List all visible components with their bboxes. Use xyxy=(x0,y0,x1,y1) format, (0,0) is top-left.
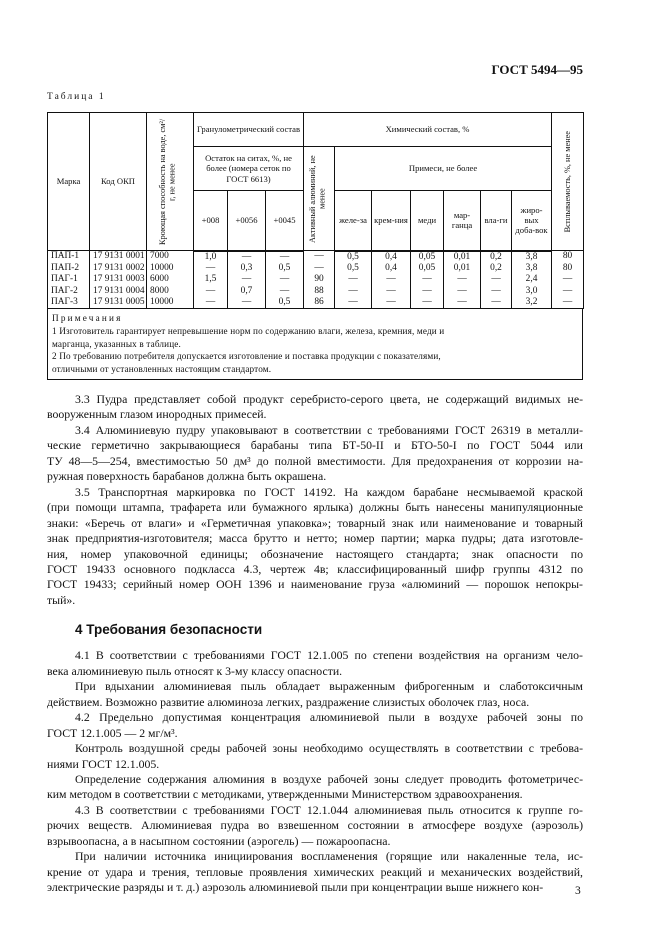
table-cell: 0,2 xyxy=(481,251,512,263)
table-cell: — xyxy=(444,274,481,285)
table-cell: 0,2 xyxy=(481,263,512,274)
table-cell: ПАП-2 xyxy=(48,263,90,274)
table-cell: — xyxy=(228,251,266,263)
text-line: 4.1 В соответствии с требованиями ГОСТ 12.1.005 по степени воздействия на организм чело- xyxy=(75,648,583,663)
paragraph xyxy=(47,392,583,423)
table-cell: — xyxy=(194,263,228,274)
table-cell: 0,01 xyxy=(444,251,481,263)
header-impurity: меди xyxy=(411,191,444,251)
text-line: ТУ 48—5—254, вместимостью 50 дм³ до полной вместимости. Для предохранения от коррозии на- xyxy=(47,453,583,468)
table-cell: 17 9131 0001 xyxy=(90,251,147,263)
table-cell: — xyxy=(481,274,512,285)
text-line: ГОСТ 19433 основного подкласса 4.3, чертеж 4в; классифицированный шифр группы 4312 по xyxy=(47,561,583,576)
text-line: ГОСТ 12.1.005 — 2 мг/м³. xyxy=(47,725,178,740)
table-1 xyxy=(47,112,583,380)
table-row xyxy=(48,286,584,297)
text-line: вооруженным глазом инородных примесей. xyxy=(47,407,267,422)
table-cell: 8000 xyxy=(147,286,194,297)
table-cell: 0,4 xyxy=(372,263,411,274)
header-sieve: +0056 xyxy=(228,191,266,251)
text-line: ким методом в соответствии с методиками, утвержденными Министерством здравоохранения. xyxy=(47,787,523,802)
text-line: При вдыхании алюминиевая пыль обладает выраженным фиброгенным и слаботоксичным xyxy=(75,679,583,694)
table-cell: ПАГ-1 xyxy=(48,274,90,285)
table-cell: 88 xyxy=(304,286,335,297)
paragraph xyxy=(47,423,583,485)
table-cell: 0,4 xyxy=(372,251,411,263)
table-cell: — xyxy=(228,297,266,309)
table-cell: 17 9131 0003 xyxy=(90,274,147,285)
table-cell: 86 xyxy=(304,297,335,309)
text-line: 3.5 Транспортная маркировка по ГОСТ 14192. На каждом барабане несмываемой краской xyxy=(75,484,583,499)
text-line: века алюминиевую пыль относят к 3-му классу опасности. xyxy=(47,663,343,678)
table-cell: 0,5 xyxy=(335,251,372,263)
header-mark: Марка xyxy=(48,113,90,251)
text-line: электрические разряды и т. д.) аэрозоль алюминиевой пыли при концентрации выше нижнего кон- xyxy=(47,880,544,895)
header-impurity: жиро-вых доба-вок xyxy=(512,191,552,251)
table-row xyxy=(48,297,584,309)
table-cell: 17 9131 0002 xyxy=(90,263,147,274)
table-cell: 7000 xyxy=(147,251,194,263)
notes-title: Примечания xyxy=(52,313,123,324)
table-cell: 17 9131 0004 xyxy=(90,286,147,297)
section-3-paragraphs xyxy=(47,392,583,608)
table-cell: 10000 xyxy=(147,297,194,309)
section-4-paragraphs xyxy=(47,648,583,895)
table-row xyxy=(48,263,584,274)
text-line: 3.3 Пудра представляет собой продукт серебристо-серого цвета, не содержащий видимых не- xyxy=(75,392,583,406)
table-cell: — xyxy=(194,297,228,309)
table-cell: 3,8 xyxy=(512,263,552,274)
table-cell: 3,2 xyxy=(512,297,552,309)
table-cell: — xyxy=(372,274,411,285)
text-line: Определение содержания алюминия в воздухе рабочей зоны следует проводить фотометричес- xyxy=(75,771,583,786)
paragraph xyxy=(47,741,583,772)
table-cell: 10000 xyxy=(147,263,194,274)
note-line: 2 По требованию потребителя допускается изготовление и поставка продукции с показателями, xyxy=(52,351,441,362)
table-cell: — xyxy=(481,297,512,309)
note-line: отличными от установленных настоящим стандартом. xyxy=(52,363,272,374)
header-impurity: мар-ганца xyxy=(444,191,481,251)
text-line: При наличии источника инициирования воспламенения (горящие или накаленные тела, ис- xyxy=(75,849,583,864)
table-cell: — xyxy=(335,286,372,297)
text-line: 4.2 Предельно допустимая концентрация алюминиевой пыли в воздухе рабочей зоны по xyxy=(75,710,583,725)
table-row xyxy=(48,251,584,263)
text-line: крение от удара и трения, тепловые проявления химических реакций и механических воздействий, xyxy=(47,864,583,879)
table-cell: — xyxy=(228,274,266,285)
header-active-al xyxy=(304,147,335,251)
table-cell: — xyxy=(304,251,335,263)
header-coverage-text: Кроющая способность на воде, см²/г, не менее xyxy=(158,118,177,245)
text-line: ружная поверхность барабанов должна быть окрашена. xyxy=(47,469,327,484)
text-line: 3.4 Алюминиевую пудру упаковывают в соответствии с требованиями ГОСТ 26319 в металли- xyxy=(75,422,583,437)
table-cell: 90 xyxy=(304,274,335,285)
table-cell: 0,05 xyxy=(411,263,444,274)
note-line: марганца, указанных в таблице. xyxy=(52,338,181,349)
table-cell: — xyxy=(552,274,584,285)
header-impurities: Примеси, не более xyxy=(335,147,552,191)
header-granulometric: Гранулометрический состав xyxy=(194,113,304,147)
body-text xyxy=(47,392,583,896)
table-cell: ПАГ-2 xyxy=(48,286,90,297)
header-chemical: Химический состав, % xyxy=(304,113,552,147)
header-okp-code: Код ОКП xyxy=(90,113,147,251)
powder-specs-table xyxy=(47,112,584,309)
table-cell: 0,05 xyxy=(411,251,444,263)
table-cell: — xyxy=(552,286,584,297)
table-notes xyxy=(47,309,583,380)
table-cell: 0,3 xyxy=(228,263,266,274)
table-cell: — xyxy=(266,251,304,263)
table-cell: ПАГ-3 xyxy=(48,297,90,309)
paragraph xyxy=(47,485,583,609)
paragraph xyxy=(47,849,583,895)
header-impurity: желе-за xyxy=(335,191,372,251)
text-line: 4.3 В соответствии с требованиями ГОСТ 12.1.044 алюминиевая пыль относится к группе го- xyxy=(75,802,583,817)
table-cell: — xyxy=(411,286,444,297)
text-line: (при помощи штампа, трафарета или бумажного ярлыка) должны быть нанесены манипуляционные xyxy=(47,500,583,515)
header-floatability-text: Всплываемость, %, не менее xyxy=(562,130,572,233)
table-cell: 0,7 xyxy=(228,286,266,297)
paragraph xyxy=(47,803,583,849)
table-cell: 1,0 xyxy=(194,251,228,263)
paragraph xyxy=(47,679,583,710)
table-cell: 0,01 xyxy=(444,263,481,274)
table-cell: 80 xyxy=(552,263,584,274)
table-cell: 3,0 xyxy=(512,286,552,297)
text-line: ческие герметично закрывающиеся барабаны типа БТ-50-II и БТО-50-I по ГОСТ 5044 или xyxy=(47,438,583,453)
table-cell: — xyxy=(266,274,304,285)
table-cell: — xyxy=(194,286,228,297)
table-cell: 17 9131 0005 xyxy=(90,297,147,309)
table-cell: — xyxy=(372,297,411,309)
table-body xyxy=(48,251,584,309)
text-line: взрывоопасна, а в насыпном состоянии (аэрогель) — пожароопасна. xyxy=(47,833,391,848)
header-impurity: крем-ния xyxy=(372,191,411,251)
header-sieve: +0045 xyxy=(266,191,304,251)
document-code: ГОСТ 5494—95 xyxy=(491,62,583,77)
table-cell: — xyxy=(552,297,584,309)
text-line: ниями ГОСТ 12.1.005. xyxy=(47,756,160,771)
header-floatability xyxy=(552,113,584,251)
section-4-heading: 4 Требования безопасности xyxy=(75,622,263,638)
table-cell: 1,5 xyxy=(194,274,228,285)
table-cell: 6000 xyxy=(147,274,194,285)
header-active-al-text: Активный алюминий, не менее xyxy=(308,154,327,243)
table-cell: — xyxy=(444,286,481,297)
table-cell: 0,5 xyxy=(266,297,304,309)
table-caption: Таблица 1 xyxy=(47,92,106,102)
table-cell: — xyxy=(444,297,481,309)
paragraph xyxy=(47,710,583,741)
table-cell: — xyxy=(335,297,372,309)
header-impurity: вла-ги xyxy=(481,191,512,251)
table-cell: — xyxy=(335,274,372,285)
text-line: рючих веществ. Алюминиевая пудра во взвешенном состоянии в атмосфере воздухе (аэрозоль) xyxy=(47,818,583,833)
header-sieve: +008 xyxy=(194,191,228,251)
table-cell: — xyxy=(411,297,444,309)
note-line: 1 Изготовитель гарантирует непревышение норм по содержанию влаги, железа, кремния, меди и xyxy=(52,326,445,337)
table-cell: — xyxy=(372,286,411,297)
table-cell: — xyxy=(411,274,444,285)
table-cell: 80 xyxy=(552,251,584,263)
table-cell: 3,8 xyxy=(512,251,552,263)
table-cell: 2,4 xyxy=(512,274,552,285)
header-coverage xyxy=(147,113,194,251)
text-line: ния, номер упаковочной единицы; обозначение настоящего стандарта; знак опасности по xyxy=(47,546,583,561)
table-cell: — xyxy=(304,263,335,274)
text-line: Контроль воздушной среды рабочей зоны необходимо осуществлять в соответствии с требова- xyxy=(75,741,583,756)
table-cell: — xyxy=(266,286,304,297)
text-line: действием. Возможно развитие алюминоза легких, раздражение слизистых оболочек глаз, носа. xyxy=(47,694,530,709)
table-cell: — xyxy=(481,286,512,297)
header-residue: Остаток на ситах, %, не более (номера сеток по ГОСТ 6613) xyxy=(194,147,304,191)
table-cell: 0,5 xyxy=(335,263,372,274)
table-cell: ПАП-1 xyxy=(48,251,90,263)
text-line: знаки: «Беречь от влаги» и «Герметичная упаковка»; товарный знак или наименование и товарный xyxy=(47,515,583,530)
text-line: ГОСТ 19433; серийный номер ООН 1396 и наименование груза «алюминий — порошок непокры- xyxy=(47,577,583,592)
page-number: 3 xyxy=(575,885,581,897)
text-line: знак предприятия-изготовителя; масса брутто и нетто; номер партии; марка пудры; дата изготовле- xyxy=(47,531,583,546)
text-line: тый». xyxy=(47,592,76,607)
table-row xyxy=(48,274,584,285)
paragraph xyxy=(47,772,583,803)
paragraph xyxy=(47,648,583,679)
table-cell: 0,5 xyxy=(266,263,304,274)
